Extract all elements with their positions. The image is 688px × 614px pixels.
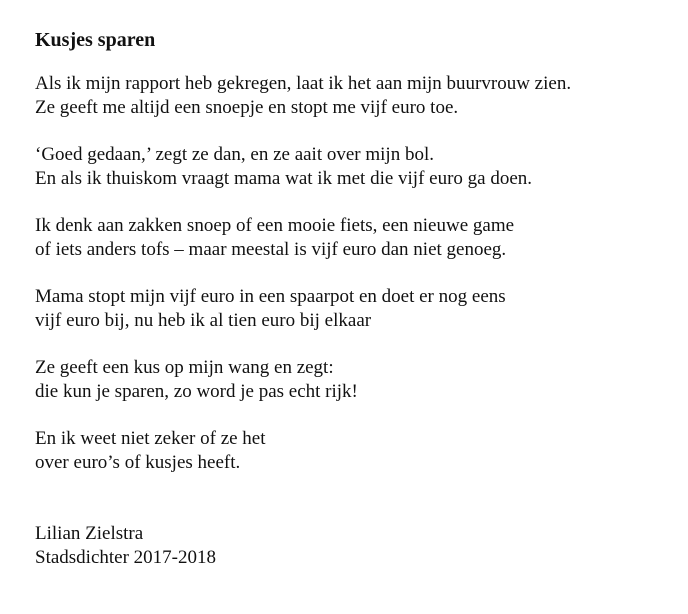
poem-line: die kun je sparen, zo word je pas echt rijk! (35, 381, 358, 402)
stanza-6 (35, 427, 675, 475)
author-role: Stadsdichter 2017-2018 (35, 547, 217, 568)
stanza-5 (35, 356, 675, 404)
poem-line: ‘Goed gedaan,’ zegt ze dan, en ze aait over mijn bol. (35, 144, 434, 165)
stanza-4 (35, 285, 675, 333)
poem-line: Ik denk aan zakken snoep of een mooie fiets, een nieuwe game (35, 215, 515, 236)
stanza-3 (35, 214, 675, 262)
poem-page (35, 28, 675, 570)
poem-line: En als ik thuiskom vraagt mama wat ik met die vijf euro ga doen. (35, 168, 533, 189)
poem-line: Ze geeft me altijd een snoepje en stopt me vijf euro toe. (35, 97, 459, 118)
poem-line: vijf euro bij, nu heb ik al tien euro bij elkaar (35, 310, 372, 331)
poem-line: Ze geeft een kus op mijn wang en zegt: (35, 357, 334, 378)
stanza-1 (35, 72, 675, 120)
poem-line: over euro’s of kusjes heeft. (35, 452, 241, 473)
poem-line: En ik weet niet zeker of ze het (35, 428, 266, 449)
poem-line: Als ik mijn rapport heb gekregen, laat ik het aan mijn buurvrouw zien. (35, 73, 572, 94)
poem-line: of iets anders tofs – maar meestal is vijf euro dan niet genoeg. (35, 239, 507, 260)
stanza-2 (35, 143, 675, 191)
signature (35, 522, 675, 570)
poem-line: Mama stopt mijn vijf euro in een spaarpot en doet er nog eens (35, 286, 506, 307)
author-name: Lilian Zielstra (35, 523, 144, 544)
poem-title: Kusjes sparen (35, 29, 156, 51)
